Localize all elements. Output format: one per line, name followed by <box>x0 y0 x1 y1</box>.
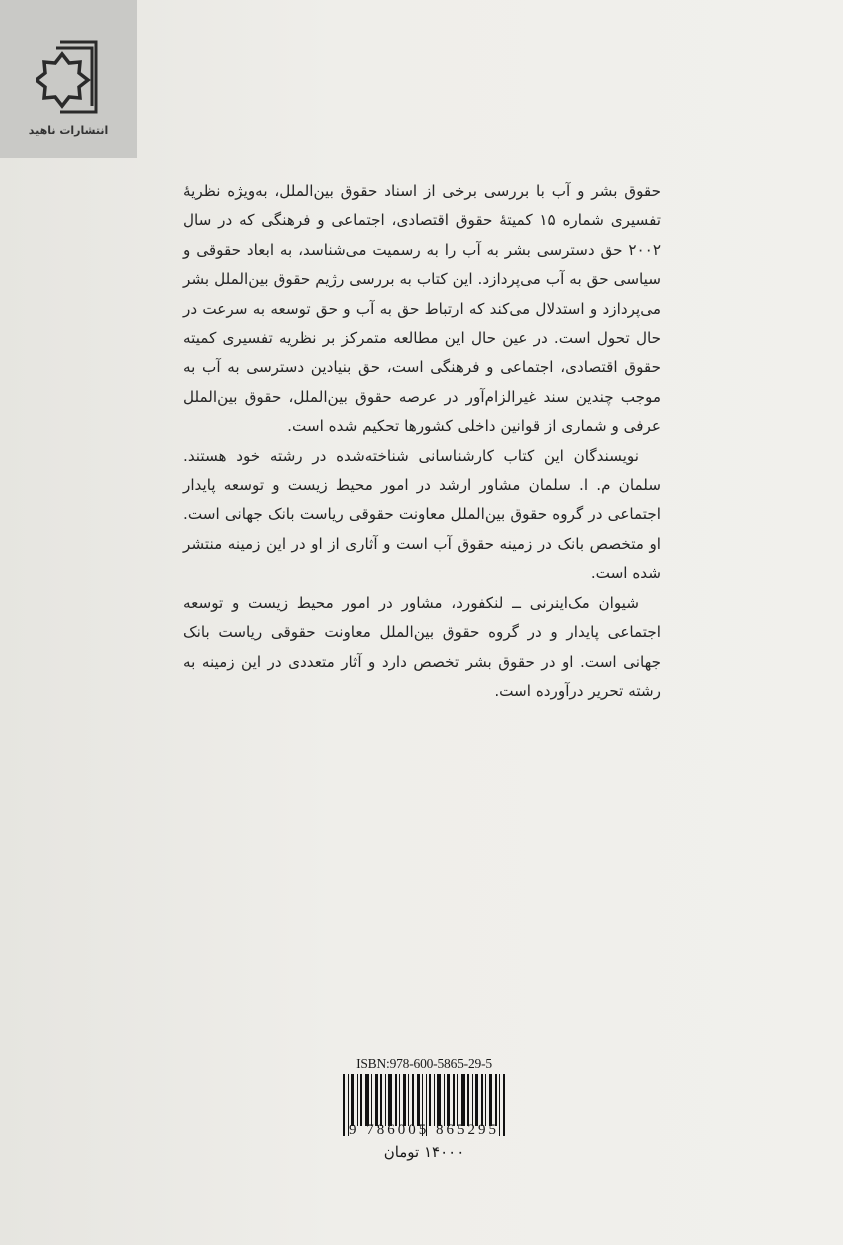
isbn-barcode-block <box>339 1056 509 1161</box>
publisher-logo-panel <box>0 0 137 158</box>
description-paragraph: نویسندگان این کتاب کارشناسانی شناخته‌شده در رشته خود هستند. سلمان م. ا. سلمان مشاور ارشد در امور محیط زیست و توسعه پایدار اجتماعی در گروه حقوق بین‌الملل معاونت حقوقی ریاست بانک جهانی است. او متخصص بانک در زمینه حقوق آب است و آثاری از او در این زمینه منتشر شده است. <box>183 446 661 583</box>
isbn-label: ISBN:978-600-5865-29-5 <box>356 1056 492 1071</box>
eight-point-star-book-icon <box>36 36 106 116</box>
price-label: ۱۴۰۰۰ تومان <box>383 1143 465 1161</box>
book-description <box>183 177 661 706</box>
publisher-name: انتشارات ناهید <box>28 124 109 137</box>
barcode-digits: 9 786005 865295 <box>349 1122 499 1138</box>
description-paragraph: حقوق بشر و آب با بررسی برخی از اسناد حقوق بین‌الملل، به‌ویژه نظریهٔ تفسیری شماره ۱۵ کمیتهٔ حقوق اقتصادی، اجتماعی و فرهنگی که در سال ۲۰۰۲ حق دسترسی بشر به آب را به رسمیت می‌شناسد، به ابعاد حقوقی و سیاسی حق به آب می‌پردازد. این کتاب به بررسی رژیم حقوق بین‌الملل بشر می‌پردازد و استدلال می‌کند که ارتباط حق به آب و حق توسعه به سرعت در حال تحول است. در عین حال این مطالعه متمرکز بر نظریه تفسیری کمیته حقوق اقتصادی، اجتماعی و فرهنگی است، حق بنیادین دسترسی به آب به موجب چندین سند غیرالزام‌آور در عرصه حقوق بین‌الملل، حقوق بین‌الملل عرفی و شماری از قوانین داخلی کشورها تحکیم شده است. <box>183 182 662 436</box>
description-paragraph: شیوان مک‌اینرنی ــ لنکفورد، مشاور در امور محیط زیست و توسعه اجتماعی پایدار و در گروه حقوق بین‌الملل معاونت حقوقی ریاست بانک جهانی است. او در حقوق بشر تخصص دارد و آثار متعددی در این زمینه به رشته تحریر درآورده است. <box>183 593 661 700</box>
